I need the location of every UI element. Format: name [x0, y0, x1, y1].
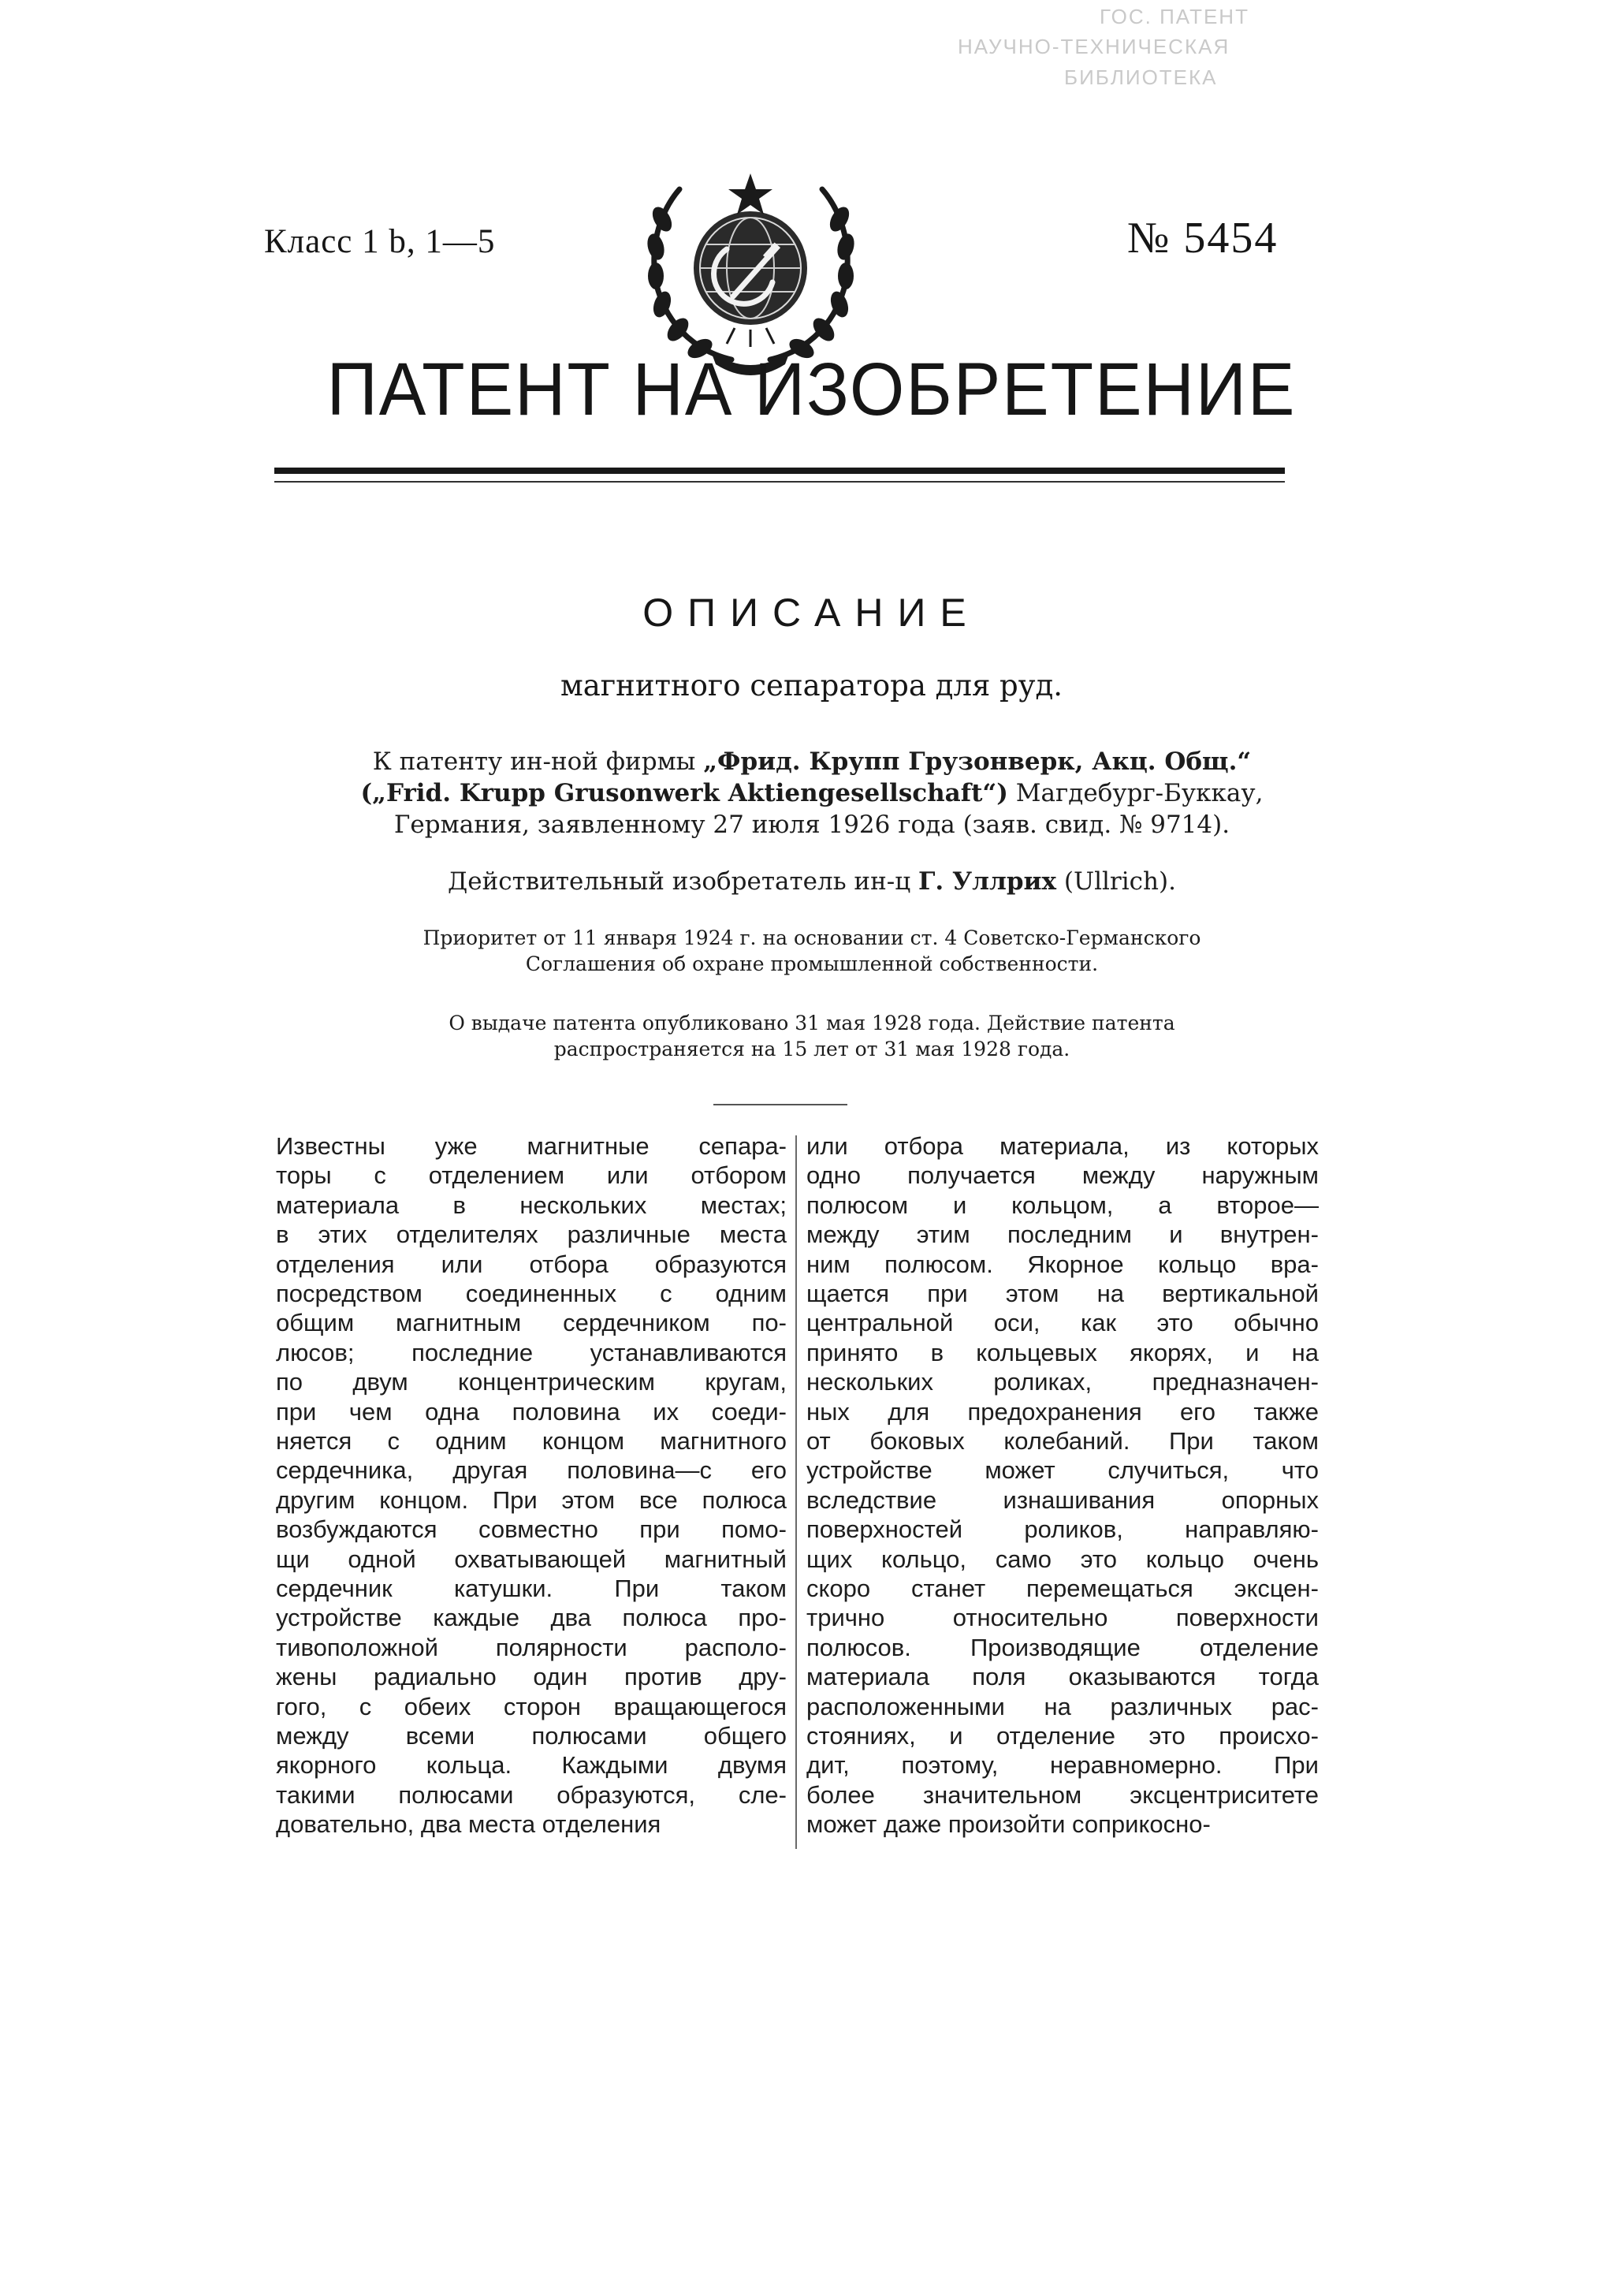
body-text-line: няется с одним концом магнитного: [276, 1427, 787, 1455]
body-text-line: устройстве каждые два полюса про-: [276, 1604, 787, 1632]
patent-info-text: Магдебург-Буккау,: [1007, 779, 1264, 807]
body-text-line: одно получается между наружным: [806, 1161, 1319, 1190]
body-text-line: щих кольцо, само это кольцо очень: [806, 1545, 1319, 1573]
stamp-line: НАУЧНО-ТЕХНИЧЕСКАЯ: [958, 35, 1230, 58]
body-text-line: гого, с обеих сторон вращающегося: [276, 1692, 787, 1720]
body-text-line: нескольких роликах, предназначен-: [806, 1368, 1319, 1396]
body-text-line: сердечник катушки. При таком: [276, 1575, 787, 1602]
priority-line: Приоритет от 11 января 1924 г. на основании ст. 4 Советско-Германского: [423, 926, 1201, 949]
page-title: ПАТЕНТ НА ИЗОБРЕТЕНИЕ: [326, 348, 1297, 431]
body-text-line: торы с отделением или отбором: [276, 1161, 787, 1190]
stamp-line: ГОС. ПАТЕНТ: [1100, 5, 1249, 28]
title-rule: [274, 481, 1285, 483]
body-text-line: другим концом. При этом все полюса: [276, 1485, 787, 1514]
column-divider: [795, 1135, 797, 1849]
body-text-line: может даже произойти соприкосно-: [806, 1810, 1211, 1839]
body-text-line: ним полюсом. Якорное кольцо вра-: [806, 1250, 1319, 1278]
body-text-line: люсов; последние устанавливаются: [276, 1338, 787, 1366]
patent-number: № 5454: [1127, 214, 1279, 263]
body-text-line: между всеми полюсами общего: [276, 1722, 787, 1750]
company-name: „Фрид. Крупп Грузонверк, Акц. Общ.“: [703, 747, 1252, 776]
body-text-line: стояниях, и отделение это происхо-: [806, 1722, 1319, 1750]
body-text-line: или отбора материала, из которых: [806, 1132, 1319, 1160]
title-rule: [274, 468, 1285, 474]
library-stamp: [906, 0, 1293, 106]
body-text-line: материала поля оказываются тогда: [806, 1663, 1319, 1691]
body-text-line: между этим последним и внутрен-: [806, 1221, 1319, 1249]
body-text-line: более значительном эксцентриситете: [806, 1780, 1319, 1809]
body-text-line: тивоположной полярности располо-: [276, 1633, 787, 1661]
body-text-line: поверхностей роликов, направляю-: [806, 1515, 1319, 1544]
patent-info-line: [260, 747, 1364, 776]
body-text-line: полюсом и кольцом, а второе—: [806, 1191, 1319, 1219]
inventor-name: Г. Уллрих: [918, 867, 1057, 896]
body-text-line: трично относительно поверхности: [806, 1604, 1319, 1632]
body-text-line: посредством соединенных с одним: [276, 1280, 787, 1307]
company-name-german: („Frid. Krupp Grusonwerk Aktiengesellschaft“): [360, 779, 1008, 807]
body-text-line: расположенными на различных рас-: [806, 1692, 1319, 1720]
body-text-line: в этих отделителях различные места: [276, 1221, 787, 1249]
body-text-line: возбуждаются совместно при помо-: [276, 1515, 787, 1544]
body-text-line: центральной оси, как это обычно: [806, 1309, 1319, 1337]
body-text-line: жены радиально один против дру-: [276, 1663, 787, 1691]
body-column-right: [806, 1132, 1319, 1842]
body-text-line: при чем одна половина их соеди-: [276, 1397, 787, 1426]
priority-line: Соглашения об охране промышленной собственности.: [525, 952, 1099, 975]
stamp-line: БИБЛИОТЕКА: [1064, 65, 1218, 89]
body-text-line: сердечника, другая половина—с его: [276, 1456, 787, 1485]
body-text-line: скоро станет перемещаться эксцен-: [806, 1575, 1319, 1602]
body-text-line: отделения или отбора образуются: [276, 1250, 787, 1278]
body-text-line: материала в нескольких местах;: [276, 1191, 787, 1219]
body-text-line: довательно, два места отделения: [276, 1810, 661, 1839]
body-text-line: по двум концентрическим кругам,: [276, 1368, 787, 1396]
body-text-line: полюсов. Производящие отделение: [806, 1633, 1319, 1661]
body-text-line: щается при этом на вертикальной: [806, 1280, 1319, 1307]
patent-class: Класс 1 b, 1—5: [264, 223, 496, 260]
description-heading: ОПИСАНИЕ: [642, 591, 981, 635]
body-text-line: такими полюсами образуются, сле-: [276, 1780, 787, 1809]
body-text-line: общим магнитным сердечником по-: [276, 1309, 787, 1337]
body-text-line: щи одной охватывающей магнитный: [276, 1545, 787, 1573]
body-text-line: вследствие изнашивания опорных: [806, 1485, 1319, 1514]
patent-info-line: Германия, заявленному 27 июля 1926 года (заяв. свид. № 9714).: [393, 811, 1230, 839]
body-column-left: [276, 1132, 787, 1842]
description-subtitle: магнитного сепаратора для руд.: [560, 669, 1063, 703]
body-text-line: устройстве может случиться, что: [806, 1456, 1319, 1485]
body-text-line: дит, поэтому, неравномерно. При: [806, 1751, 1319, 1780]
body-text-line: ных для предохранения его также: [806, 1397, 1319, 1426]
body-text-line: от боковых колебаний. При таком: [806, 1427, 1319, 1455]
issue-line: распространяется на 15 лет от 31 мая 1928 года.: [553, 1038, 1070, 1060]
inventor-text: Действительный изобретатель ин-ц: [448, 867, 919, 896]
issue-line: О выдаче патента опубликовано 31 мая 1928 года. Действие патента: [449, 1012, 1175, 1034]
inventor-line: [260, 867, 1364, 896]
patent-info-line: [260, 779, 1364, 807]
body-text-line: якорного кольца. Каждыми двумя: [276, 1751, 787, 1780]
body-text-line: принято в кольцевых якорях, и на: [806, 1338, 1319, 1366]
section-divider: [713, 1104, 847, 1105]
body-text-line: Известны уже магнитные сепара-: [276, 1132, 787, 1160]
inventor-text: (Ullrich).: [1056, 867, 1176, 896]
patent-info-text: К патенту ин-ной фирмы: [372, 747, 704, 776]
